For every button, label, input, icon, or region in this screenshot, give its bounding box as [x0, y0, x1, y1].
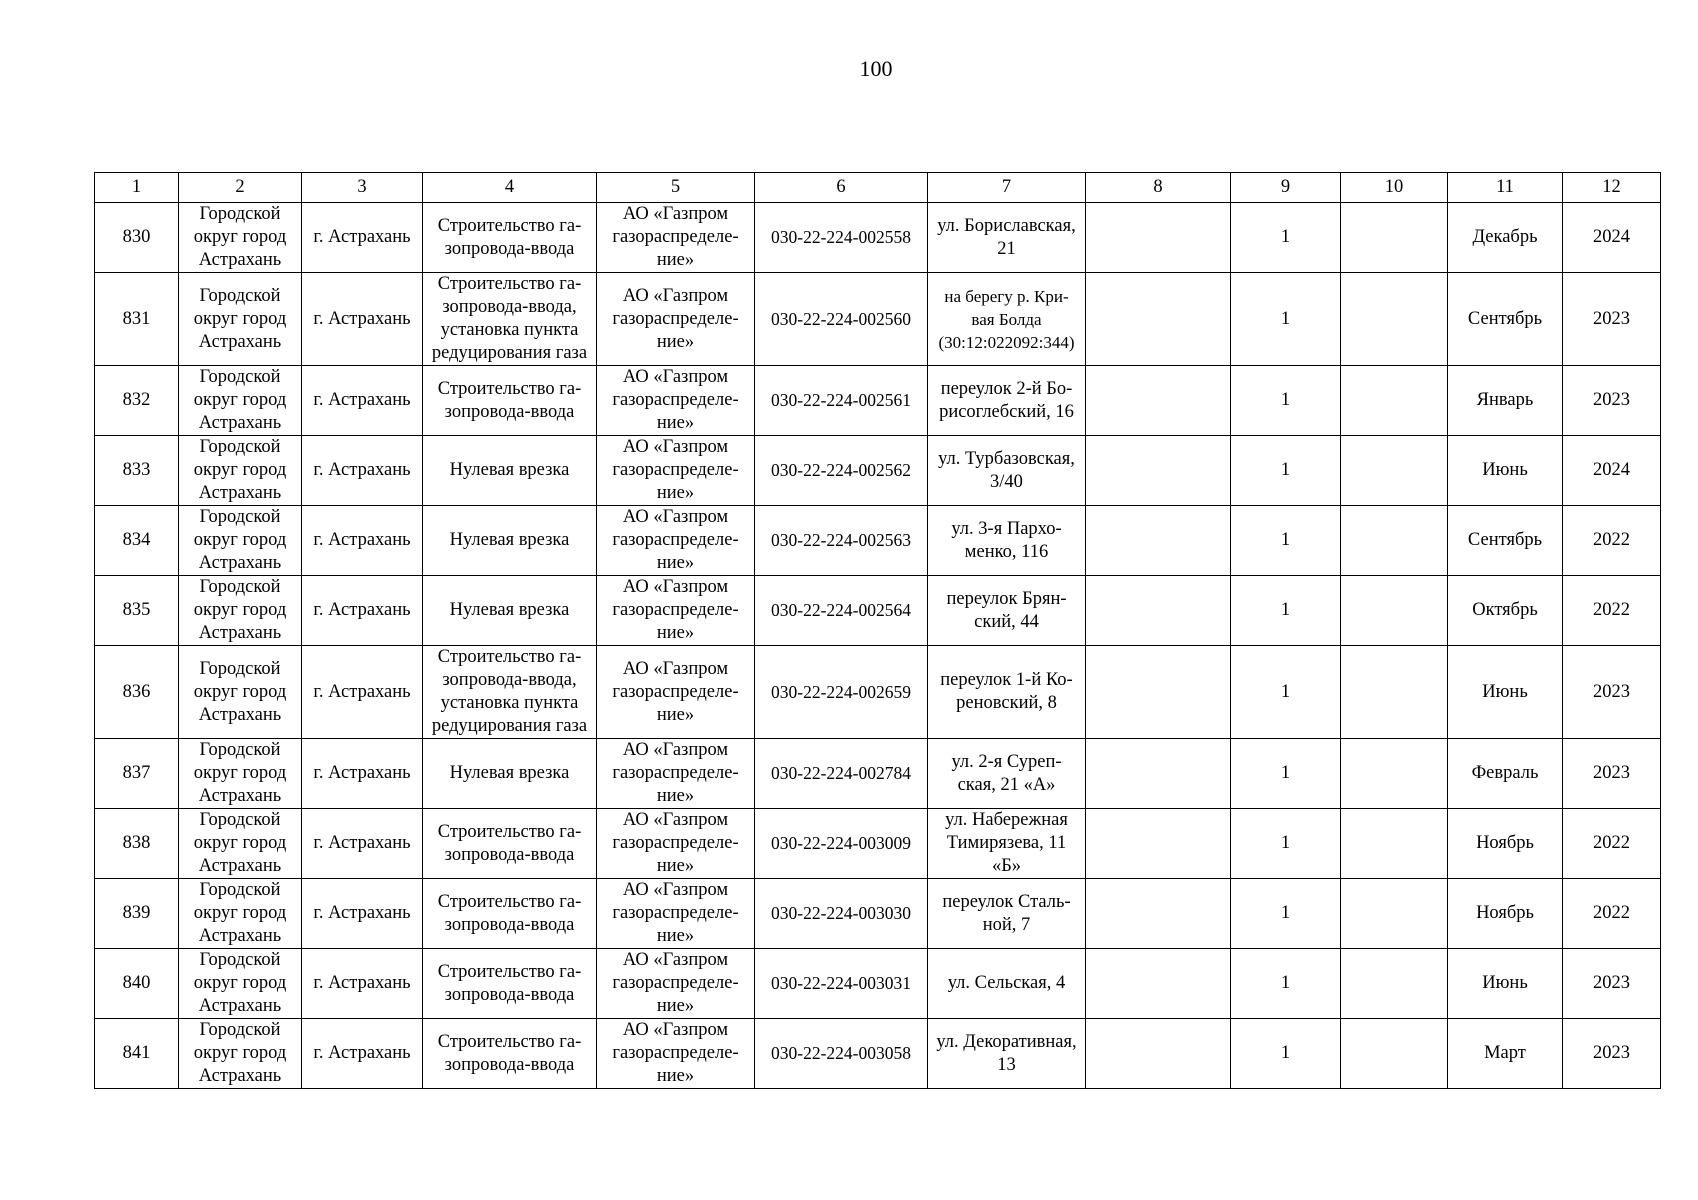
- object-code-cell: 030-22-224-003031: [755, 949, 928, 1019]
- count-cell: 1: [1231, 506, 1341, 576]
- month-cell: Июнь: [1448, 436, 1563, 506]
- column-header: 1: [95, 173, 179, 203]
- year-cell: 2023: [1563, 646, 1661, 739]
- column-10-cell: [1341, 739, 1448, 809]
- work-type-cell: Строительство га- зопровода-ввода: [423, 203, 597, 273]
- work-type-cell: Строительство га- зопровода-ввода: [423, 366, 597, 436]
- count-cell: 1: [1231, 576, 1341, 646]
- column-8-cell: [1086, 576, 1231, 646]
- operator-cell: АО «Газпром газораспределе- ние»: [597, 949, 755, 1019]
- month-cell: Ноябрь: [1448, 809, 1563, 879]
- locality-cell: г. Астрахань: [302, 1019, 423, 1089]
- table-row: [95, 273, 1661, 366]
- column-10-cell: [1341, 366, 1448, 436]
- column-10-cell: [1341, 646, 1448, 739]
- object-code-cell: 030-22-224-002558: [755, 203, 928, 273]
- work-type-cell: Строительство га- зопровода-ввода: [423, 809, 597, 879]
- row-number-cell: 835: [95, 576, 179, 646]
- operator-cell: АО «Газпром газораспределе- ние»: [597, 576, 755, 646]
- row-number-cell: 834: [95, 506, 179, 576]
- municipality-cell: Городской округ город Астрахань: [179, 646, 302, 739]
- column-8-cell: [1086, 436, 1231, 506]
- locality-cell: г. Астрахань: [302, 436, 423, 506]
- row-number-cell: 836: [95, 646, 179, 739]
- municipality-cell: Городской округ город Астрахань: [179, 273, 302, 366]
- month-cell: Январь: [1448, 366, 1563, 436]
- address-cell: ул. Набережная Тимирязева, 11 «Б»: [928, 809, 1086, 879]
- column-number-header-row: [95, 173, 1661, 203]
- row-number-cell: 832: [95, 366, 179, 436]
- year-cell: 2022: [1563, 576, 1661, 646]
- work-type-cell: Нулевая врезка: [423, 506, 597, 576]
- object-code-cell: 030-22-224-002784: [755, 739, 928, 809]
- row-number-cell: 831: [95, 273, 179, 366]
- month-cell: Ноябрь: [1448, 879, 1563, 949]
- column-8-cell: [1086, 506, 1231, 576]
- count-cell: 1: [1231, 203, 1341, 273]
- page-number: 100: [859, 56, 893, 81]
- object-code-cell: 030-22-224-002561: [755, 366, 928, 436]
- locality-cell: г. Астрахань: [302, 809, 423, 879]
- row-number-cell: 833: [95, 436, 179, 506]
- work-type-cell: Нулевая врезка: [423, 576, 597, 646]
- column-8-cell: [1086, 273, 1231, 366]
- count-cell: 1: [1231, 366, 1341, 436]
- address-cell: переулок 2-й Бо- рисоглебский, 16: [928, 366, 1086, 436]
- column-header: 7: [928, 173, 1086, 203]
- object-code-cell: 030-22-224-002564: [755, 576, 928, 646]
- registry-table: [94, 172, 1661, 1089]
- work-type-cell: Нулевая врезка: [423, 436, 597, 506]
- municipality-cell: Городской округ город Астрахань: [179, 203, 302, 273]
- count-cell: 1: [1231, 809, 1341, 879]
- column-10-cell: [1341, 576, 1448, 646]
- month-cell: Февраль: [1448, 739, 1563, 809]
- table-row: [95, 646, 1661, 739]
- locality-cell: г. Астрахань: [302, 576, 423, 646]
- year-cell: 2023: [1563, 739, 1661, 809]
- year-cell: 2022: [1563, 506, 1661, 576]
- year-cell: 2023: [1563, 366, 1661, 436]
- year-cell: 2023: [1563, 1019, 1661, 1089]
- locality-cell: г. Астрахань: [302, 506, 423, 576]
- year-cell: 2022: [1563, 879, 1661, 949]
- operator-cell: АО «Газпром газораспределе- ние»: [597, 436, 755, 506]
- column-header: 9: [1231, 173, 1341, 203]
- month-cell: Июнь: [1448, 646, 1563, 739]
- operator-cell: АО «Газпром газораспределе- ние»: [597, 879, 755, 949]
- operator-cell: АО «Газпром газораспределе- ние»: [597, 203, 755, 273]
- object-code-cell: 030-22-224-002659: [755, 646, 928, 739]
- locality-cell: г. Астрахань: [302, 949, 423, 1019]
- work-type-cell: Строительство га- зопровода-ввода: [423, 879, 597, 949]
- month-cell: Июнь: [1448, 949, 1563, 1019]
- operator-cell: АО «Газпром газораспределе- ние»: [597, 506, 755, 576]
- municipality-cell: Городской округ город Астрахань: [179, 1019, 302, 1089]
- object-code-cell: 030-22-224-003058: [755, 1019, 928, 1089]
- column-header: 12: [1563, 173, 1661, 203]
- locality-cell: г. Астрахань: [302, 646, 423, 739]
- address-cell: ул. Бориславская, 21: [928, 203, 1086, 273]
- work-type-cell: Строительство га- зопровода-ввода, установка пункта редуцирования газа: [423, 646, 597, 739]
- column-header: 10: [1341, 173, 1448, 203]
- object-code-cell: 030-22-224-002560: [755, 273, 928, 366]
- locality-cell: г. Астрахань: [302, 203, 423, 273]
- locality-cell: г. Астрахань: [302, 366, 423, 436]
- column-8-cell: [1086, 203, 1231, 273]
- count-cell: 1: [1231, 879, 1341, 949]
- municipality-cell: Городской округ город Астрахань: [179, 366, 302, 436]
- column-10-cell: [1341, 273, 1448, 366]
- column-8-cell: [1086, 646, 1231, 739]
- column-8-cell: [1086, 739, 1231, 809]
- table-row: [95, 203, 1661, 273]
- column-10-cell: [1341, 1019, 1448, 1089]
- month-cell: Сентябрь: [1448, 273, 1563, 366]
- row-number-cell: 838: [95, 809, 179, 879]
- column-header: 11: [1448, 173, 1563, 203]
- work-type-cell: Нулевая врезка: [423, 739, 597, 809]
- locality-cell: г. Астрахань: [302, 879, 423, 949]
- address-cell: переулок Брян- ский, 44: [928, 576, 1086, 646]
- work-type-cell: Строительство га- зопровода-ввода, установка пункта редуцирования газа: [423, 273, 597, 366]
- municipality-cell: Городской округ город Астрахань: [179, 809, 302, 879]
- table-row: [95, 506, 1661, 576]
- column-header: 5: [597, 173, 755, 203]
- address-cell: ул. Сельская, 4: [928, 949, 1086, 1019]
- count-cell: 1: [1231, 739, 1341, 809]
- column-header: 4: [423, 173, 597, 203]
- object-code-cell: 030-22-224-002562: [755, 436, 928, 506]
- row-number-cell: 830: [95, 203, 179, 273]
- table-row: [95, 879, 1661, 949]
- object-code-cell: 030-22-224-002563: [755, 506, 928, 576]
- column-8-cell: [1086, 809, 1231, 879]
- count-cell: 1: [1231, 646, 1341, 739]
- municipality-cell: Городской округ город Астрахань: [179, 739, 302, 809]
- operator-cell: АО «Газпром газораспределе- ние»: [597, 646, 755, 739]
- municipality-cell: Городской округ город Астрахань: [179, 506, 302, 576]
- operator-cell: АО «Газпром газораспределе- ние»: [597, 273, 755, 366]
- municipality-cell: Городской округ город Астрахань: [179, 879, 302, 949]
- municipality-cell: Городской округ город Астрахань: [179, 436, 302, 506]
- column-10-cell: [1341, 879, 1448, 949]
- column-8-cell: [1086, 879, 1231, 949]
- column-8-cell: [1086, 366, 1231, 436]
- column-8-cell: [1086, 949, 1231, 1019]
- month-cell: Сентябрь: [1448, 506, 1563, 576]
- year-cell: 2024: [1563, 203, 1661, 273]
- row-number-cell: 840: [95, 949, 179, 1019]
- count-cell: 1: [1231, 436, 1341, 506]
- month-cell: Март: [1448, 1019, 1563, 1089]
- operator-cell: АО «Газпром газораспределе- ние»: [597, 1019, 755, 1089]
- address-cell: на берегу р. Кри- вая Болда (30:12:022092:344): [928, 273, 1086, 366]
- work-type-cell: Строительство га- зопровода-ввода: [423, 949, 597, 1019]
- column-header: 6: [755, 173, 928, 203]
- column-header: 2: [179, 173, 302, 203]
- municipality-cell: Городской округ город Астрахань: [179, 576, 302, 646]
- year-cell: 2023: [1563, 273, 1661, 366]
- object-code-cell: 030-22-224-003009: [755, 809, 928, 879]
- locality-cell: г. Астрахань: [302, 273, 423, 366]
- column-10-cell: [1341, 506, 1448, 576]
- column-10-cell: [1341, 436, 1448, 506]
- table-row: [95, 949, 1661, 1019]
- month-cell: Декабрь: [1448, 203, 1563, 273]
- table-row: [95, 1019, 1661, 1089]
- count-cell: 1: [1231, 949, 1341, 1019]
- row-number-cell: 839: [95, 879, 179, 949]
- table-row: [95, 809, 1661, 879]
- year-cell: 2022: [1563, 809, 1661, 879]
- operator-cell: АО «Газпром газораспределе- ние»: [597, 366, 755, 436]
- table-row: [95, 739, 1661, 809]
- column-10-cell: [1341, 949, 1448, 1019]
- table-row: [95, 436, 1661, 506]
- operator-cell: АО «Газпром газораспределе- ние»: [597, 739, 755, 809]
- table-body: [95, 173, 1661, 1089]
- table-row: [95, 576, 1661, 646]
- locality-cell: г. Астрахань: [302, 739, 423, 809]
- column-header: 8: [1086, 173, 1231, 203]
- month-cell: Октябрь: [1448, 576, 1563, 646]
- address-cell: переулок Сталь- ной, 7: [928, 879, 1086, 949]
- row-number-cell: 841: [95, 1019, 179, 1089]
- column-10-cell: [1341, 809, 1448, 879]
- table-row: [95, 366, 1661, 436]
- municipality-cell: Городской округ город Астрахань: [179, 949, 302, 1019]
- address-cell: ул. 2-я Суреп- ская, 21 «А»: [928, 739, 1086, 809]
- column-header: 3: [302, 173, 423, 203]
- count-cell: 1: [1231, 273, 1341, 366]
- column-10-cell: [1341, 203, 1448, 273]
- column-8-cell: [1086, 1019, 1231, 1089]
- object-code-cell: 030-22-224-003030: [755, 879, 928, 949]
- address-cell: переулок 1-й Ко- реновский, 8: [928, 646, 1086, 739]
- year-cell: 2024: [1563, 436, 1661, 506]
- address-cell: ул. Декоративная, 13: [928, 1019, 1086, 1089]
- work-type-cell: Строительство га- зопровода-ввода: [423, 1019, 597, 1089]
- address-cell: ул. 3-я Пархо- менко, 116: [928, 506, 1086, 576]
- year-cell: 2023: [1563, 949, 1661, 1019]
- operator-cell: АО «Газпром газораспределе- ние»: [597, 809, 755, 879]
- count-cell: 1: [1231, 1019, 1341, 1089]
- address-cell: ул. Турбазовская, 3/40: [928, 436, 1086, 506]
- row-number-cell: 837: [95, 739, 179, 809]
